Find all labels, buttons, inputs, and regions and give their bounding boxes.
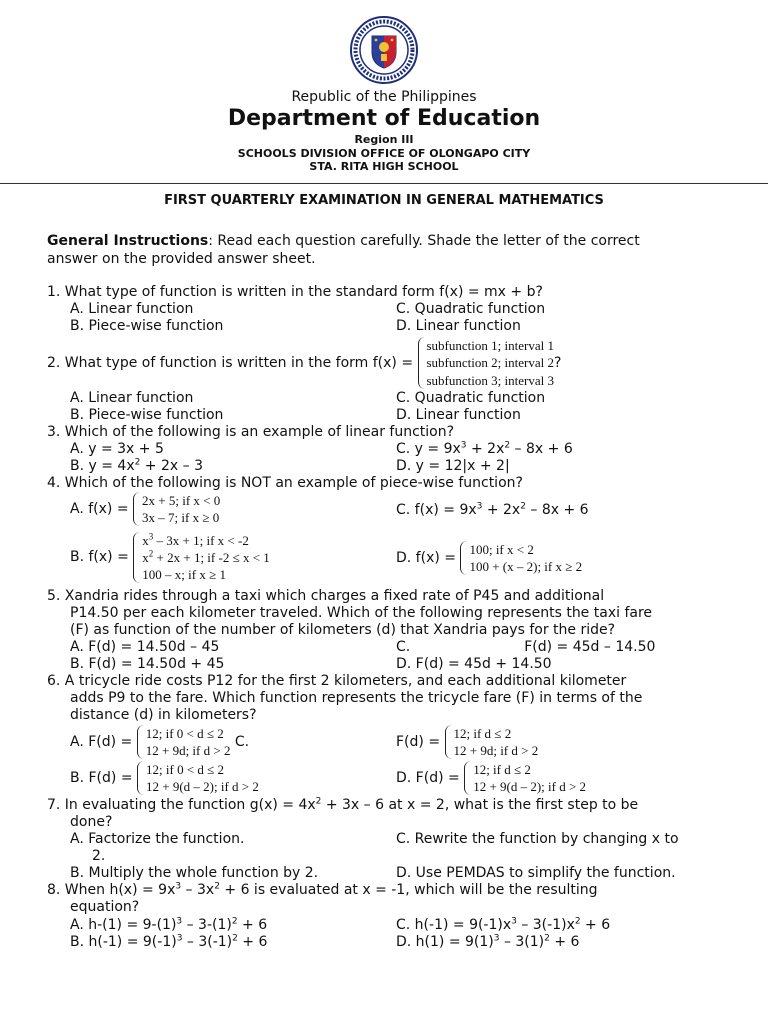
q1-option-a[interactable]: A. Linear function	[70, 301, 194, 317]
region-label: Region III	[354, 133, 414, 146]
q2-question-mark: ?	[553, 355, 562, 371]
deped-seal	[350, 16, 418, 84]
question-7-line-2: done?	[70, 814, 113, 830]
exam-title: FIRST QUARTERLY EXAMINATION IN GENERAL MATHEMATICS	[164, 193, 604, 208]
republic-label: Republic of the Philippines	[291, 89, 477, 105]
q2-piecewise	[418, 337, 562, 389]
question-8-line-1: 8. When $h(x) = 9x^3 - 3x^2 + 6$ is evaluated at x = -1, which will be the resulting	[47, 881, 598, 898]
q2-piece-1: subfunction 1; interval 1	[426, 338, 554, 353]
q5-option-d[interactable]: D. F(d) = 45d + 14.50	[396, 656, 552, 672]
q8-option-c[interactable]: C. $h(-1) = 9(-1)x^3 - 3(-1)x^2 + 6$	[396, 916, 611, 933]
q7-option-d[interactable]: D. Use PEMDAS to simplify the function.	[396, 865, 676, 881]
q5-option-a[interactable]: A. F(d) = 14.50d – 45	[70, 639, 220, 655]
q7-option-b[interactable]: B. Multiply the whole function by 2.	[70, 865, 319, 881]
q8-option-a[interactable]: A. $h-(1) = 9-(1)^3 - 3-(1)^2 + 6$	[70, 916, 268, 933]
q3-option-b[interactable]: B. $y = 4x^2 + 2x - 3$	[70, 457, 203, 474]
q4-option-b[interactable]: B. f(x) = $x^3 - 3x + 1$; if x < -2 $x^2 + 2x + 1$; if -2 ≤ x < 1 100 – x; if x ≥ 1	[70, 531, 270, 582]
question-6-line-1: 6. A tricycle ride costs P12 for the first 2 kilometers, and each additional kilometer	[47, 673, 627, 689]
q3-option-c[interactable]: C. $y = 9x^3 + 2x^2 - 8x + 6$	[396, 440, 573, 457]
q1-option-b[interactable]: B. Piece-wise function	[70, 318, 224, 334]
q7-option-a[interactable]: A. Factorize the function.	[70, 831, 245, 847]
question-3: 3. Which of the following is an example of linear function?	[47, 424, 455, 440]
q4-option-a[interactable]: A. f(x) = 2x + 5; if x < 0 3x – 7; if x ≥ 0	[70, 493, 221, 525]
question-2	[47, 337, 561, 389]
q6-option-a[interactable]: A. F(d) = 12; if 0 < d ≤ 2 12 + 9d; if d > 2 C.	[70, 726, 250, 758]
q3-option-d[interactable]: D. y = 12|x + 2|	[396, 458, 510, 474]
q7-option-c-continued: 2.	[92, 848, 106, 864]
q2-piece-3: subfunction 3; interval 3	[426, 373, 554, 388]
q8-option-b[interactable]: B. $h(-1) = 9(-1)^3 - 3(-1)^2 + 6$	[70, 933, 268, 950]
department-title: Department of Education	[227, 106, 541, 131]
question-8-line-2: equation?	[70, 899, 140, 915]
q6-option-d[interactable]: D. F(d) = 12; if d ≤ 2 12 + 9(d – 2); if d > 2	[396, 762, 587, 794]
q5-option-c[interactable]: C. F(d) = 45d – 14.50	[396, 639, 656, 655]
q2-piece-2: subfunction 2; interval 2?	[426, 355, 562, 371]
q6-option-c[interactable]: F(d) = 12; if d ≤ 2 12 + 9d; if d > 2	[396, 726, 539, 758]
header-divider	[0, 183, 768, 184]
q2-option-a[interactable]: A. Linear function	[70, 390, 194, 406]
question-4: 4. Which of the following is NOT an example of piece-wise function?	[47, 475, 523, 491]
question-1: 1. What type of function is written in the standard form f(x) = mx + b?	[47, 284, 543, 300]
division-label: SCHOOLS DIVISION OFFICE OF OLONGAPO CITY	[237, 147, 531, 160]
q1-option-d[interactable]: D. Linear function	[396, 318, 521, 334]
q8-option-d[interactable]: D. $h(1) = 9(1)^3 - 3(1)^2 + 6$	[396, 933, 580, 950]
q2-stem: 2. What type of function is written in the form f(x) =	[47, 354, 414, 371]
q2-option-d[interactable]: D. Linear function	[396, 407, 521, 423]
q2-option-c[interactable]: C. Quadratic function	[396, 390, 546, 406]
question-6-line-3: distance (d) in kilometers?	[70, 707, 257, 723]
question-5-line-3: (F) as function of the number of kilometers (d) that Xandria pays for the ride?	[70, 622, 616, 638]
q4-option-c[interactable]: C. $f(x) = 9x^3 + 2x^2 - 8x + 6$	[396, 501, 589, 518]
question-5-line-2: P14.50 per each kilometer traveled. Which of the following represents the taxi fare	[70, 605, 653, 621]
question-6-line-2: adds P9 to the fare. Which function represents the tricycle fare (F) in terms of the	[70, 690, 643, 706]
school-label: STA. RITA HIGH SCHOOL	[309, 160, 459, 173]
q3-option-a[interactable]: A. y = 3x + 5	[70, 441, 164, 457]
q5-option-b[interactable]: B. F(d) = 14.50d + 45	[70, 656, 225, 672]
instructions-line-1: : Read each question carefully. Shade the letter of the correct	[208, 233, 640, 249]
question-7-line-1: 7. In evaluating the function $g(x) = 4x^2 + 3x - 6$ at x = 2, what is the first step to be	[47, 796, 639, 813]
q2-option-b[interactable]: B. Piece-wise function	[70, 407, 224, 423]
q6-option-b[interactable]: B. F(d) = 12; if 0 < d ≤ 2 12 + 9(d – 2); if d > 2	[70, 762, 259, 794]
q4-option-d[interactable]: D. f(x) = 100; if x < 2 100 + (x – 2); if x ≥ 2	[396, 542, 583, 574]
instructions-line-2: answer on the provided answer sheet.	[47, 251, 316, 267]
q1-option-c[interactable]: C. Quadratic function	[396, 301, 546, 317]
instructions-label: General Instructions	[47, 233, 209, 249]
question-5-line-1: 5. Xandria rides through a taxi which charges a fixed rate of P45 and additional	[47, 588, 605, 604]
instructions	[47, 233, 640, 250]
q7-option-c[interactable]: C. Rewrite the function by changing x to	[396, 831, 679, 847]
